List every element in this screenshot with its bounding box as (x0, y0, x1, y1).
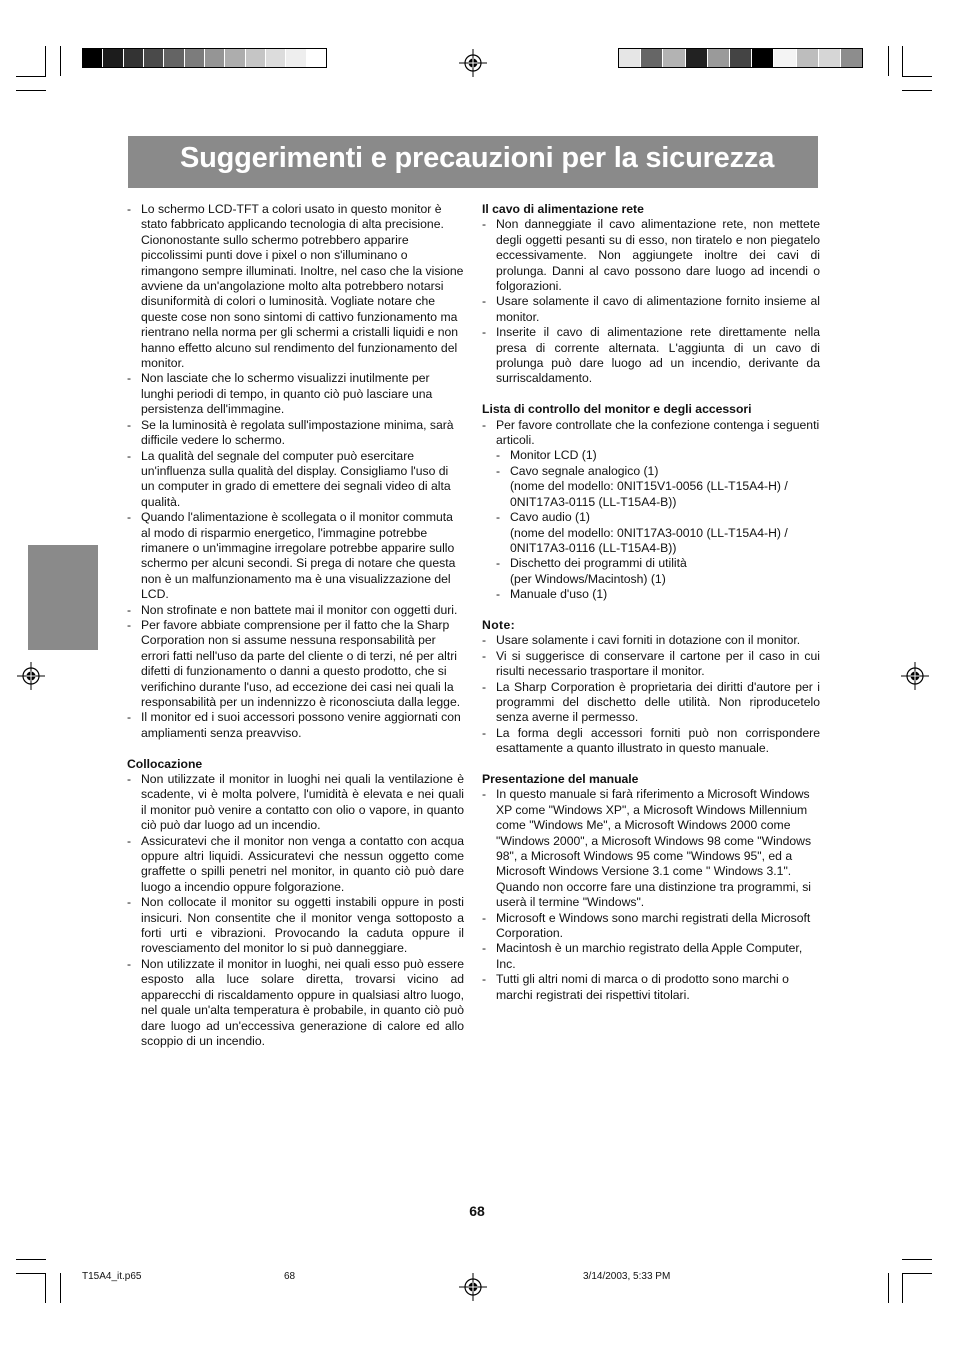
color-swatch (841, 49, 862, 67)
color-swatch (774, 49, 796, 67)
checklist-list (482, 418, 820, 603)
power-cable-list (482, 217, 820, 386)
right-column (482, 202, 820, 1003)
list-item: - Non utilizzate il monitor in luoghi, nei quali esso può essere esposto alla luce solare diretta, trovarsi vicino ad apparecchi di riscaldamento oppure in qualsiasi altro luogo, nel quale un'alta temperatura è probabile, in quanto ciò può dare luogo ad un'eccessiva generazione di calore ed allo scoppio di un incendio. (127, 957, 464, 1049)
placement-heading: Collocazione (127, 756, 203, 771)
list-item: - Usare solamente il cavo di alimentazione fornito insieme al monitor. (482, 294, 820, 325)
color-swatch (246, 49, 266, 67)
list-item: - Non lasciate che lo schermo visualizzi inutilmente per lunghi periodi di tempo, in quanto ciò può lasciare una persistenza dell'immagine. (127, 371, 464, 417)
color-swatch (752, 49, 774, 67)
color-swatch (663, 49, 685, 67)
checklist-heading: Lista di controllo del monitor e degli accessori (482, 402, 752, 417)
title-banner (128, 136, 818, 188)
list-item: - Microsoft e Windows sono marchi registrati della Microsoft Corporation. (482, 911, 820, 942)
color-swatch (819, 49, 841, 67)
color-swatch (641, 49, 663, 67)
section-side-tab (28, 545, 98, 650)
registration-mark-left-icon (17, 662, 45, 690)
checklist-item: - Cavo segnale analogico (1) (nome del modello: 0NIT15V1-0056 (LL-T15A4-H) / 0NIT17A3-0115 (LL-T15A4-B)) (496, 464, 820, 510)
footer-datetime: 3/14/2003, 5:33 PM (583, 1271, 671, 1282)
registration-mark-right-icon (901, 662, 929, 690)
color-swatch (205, 49, 225, 67)
list-item: - Assicuratevi che il monitor non venga a contatto con acqua oppure altri liquidi. Assicuratevi che nessun oggetto come graffette o spilli penetri nel monitor, in quanto ciò può dare luogo a incendio oppure folgorazione. (127, 834, 464, 896)
list-item: - Non strofinate e non battete mai il monitor con oggetti duri. (127, 603, 464, 618)
placement-list (127, 772, 464, 1049)
list-item: - Non collocate il monitor su oggetti instabili oppure in posti insicuri. Non consentite che il monitor venga sottoposto a forti urti e vibrazioni. Provocando la caduta oppure il rovesciamento del monitor lo si può danneggiare. (127, 895, 464, 957)
color-swatch (286, 49, 306, 67)
list-item: - Lo schermo LCD-TFT a colori usato in questo monitor è stato fabbricato applicando tecnologia di alta precisione. Ciononostante sullo schermo potrebbero apparire piccolissimi punti dove i pixel o non s'illuminano o rimangono sempre illuminati. Inoltre, nel caso che la visione avviene da un'angolazione molto alta potrebbero notarsi disuniformità di colori o luminosità. Vogliate notare che queste cose non sono sintomi di cattivo funzionamento ma rientrano nella norma per gli schermi a cristalli liquidi e non hanno effetto alcuno sul rendimento del funzionamento del monitor. (127, 202, 464, 371)
color-swatch (619, 49, 641, 67)
color-swatch (185, 49, 205, 67)
color-swatch (686, 49, 708, 67)
list-item: - Macintosh è un marchio registrato della Apple Computer, Inc. (482, 941, 820, 972)
list-item: - Per favore abbiate comprensione per il fatto che la Sharp Corporation non si assume nessuna responsabilità per errori fatti nell'uso da parte del cliente o di terzi, né per altri difetti di funzionamento o danni a questo prodotto, che si verifichino durante l'uso, ad eccezione dei casi nei quali la responsabilità per un indennizzo è riconosciuta dalla legge. (127, 618, 464, 710)
color-swatch (144, 49, 164, 67)
registration-mark-top-icon (459, 49, 487, 77)
color-swatch (103, 49, 123, 67)
checklist-intro: - Per favore controllate che la confezione contenga i seguenti articoli. - Monitor LCD (1) - Cavo segnale analogico (1) (nome del modello: 0NIT15V1-0056 (LL-T15A4-H) / 0NIT17A3-0115 (LL-T15A4-B)) - Cavo audio (1) (nome del modello: 0NIT17A3-0010 (LL-T15A4-H) / 0NIT17A3-0116 (LL-T15A4-B)) - Dischetto dei programmi di utilità (per Windows/Macintosh) (1) - Manuale d'uso (1) (482, 418, 820, 603)
registration-mark-bottom-icon (459, 1273, 487, 1301)
presentation-heading: Presentazione del manuale (482, 771, 639, 786)
list-item: - Quando l'alimentazione è scollegata o il monitor commuta al modo di risparmio energetico, l'immagine potrebbe rimanere o un'immagine irregolare potrebbe apparire sullo schermo per alcuni secondi. Si prega di notare che questa non è un malfunzionamento ma è una visualizzazione del LCD. (127, 510, 464, 602)
page-number: 68 (469, 1203, 485, 1219)
checklist-item: - Monitor LCD (1) (496, 448, 820, 463)
list-item: - Inserite il cavo di alimentazione rete direttamente nella presa di corrente alternata. L'aggiunta di un cavo di prolunga può dare luogo ad un incendio, derivante da surriscaldamento. (482, 325, 820, 387)
color-swatch (266, 49, 286, 67)
color-swatch (164, 49, 184, 67)
color-swatch (307, 49, 326, 67)
list-item: - Non utilizzate il monitor in luoghi nei quali la ventilazione è scadente, vi è molta polvere, l'umidità è elevata e nei quali il monitor può venire a contatto con olio o vapore, in quanto ciò può dar luogo ad un incendio. (127, 772, 464, 834)
list-item: - Usare solamente i cavi forniti in dotazione con il monitor. (482, 633, 820, 648)
color-swatch (730, 49, 752, 67)
color-swatch (124, 49, 144, 67)
power-cable-heading: Il cavo di alimentazione rete (482, 202, 644, 216)
notes-heading: Note: (482, 617, 516, 632)
color-swatch (225, 49, 245, 67)
left-column (127, 202, 464, 1049)
list-item: - Il monitor ed i suoi accessori possono venire aggiornati con ampliamenti senza preavviso. (127, 710, 464, 741)
list-item: - Tutti gli altri nomi di marca o di prodotto sono marchi o marchi registrati dei rispettivi titolari. (482, 972, 820, 1003)
color-swatch (797, 49, 819, 67)
checklist-item: - Dischetto dei programmi di utilità (per Windows/Macintosh) (1) (496, 556, 820, 587)
footer-filename: T15A4_it.p65 (82, 1271, 142, 1282)
notes-list (482, 633, 820, 756)
color-bar-left (82, 48, 327, 68)
color-swatch (708, 49, 730, 67)
list-item: - Se la luminosità è regolata sull'impostazione minima, sarà difficile vedere lo schermo. (127, 418, 464, 449)
color-swatch (83, 49, 103, 67)
intro-list (127, 202, 464, 741)
list-item: - La qualità del segnale del computer può esercitare un'influenza sulla qualità del display. Consigliamo l'uso di un computer in grado di emettere dei segnali video di alta qualità. (127, 449, 464, 511)
list-item: - Non danneggiate il cavo alimentazione rete, non mettete degli oggetti pesanti su di esso, non tiratelo e non piegatelo eccessivamente. Non aggiungete inoltre dei cavi di prolunga. Danni al cavo possono dare luogo ad incendi o folgorazioni. (482, 217, 820, 294)
list-item: - La forma degli accessori forniti può non corrispondere esattamente a quanto illustrato in questo manuale. (482, 726, 820, 757)
list-item: - Vi si suggerisce di conservare il cartone per il caso in cui risulti necessario trasportare il monitor. (482, 649, 820, 680)
footer-page: 68 (284, 1271, 296, 1282)
presentation-list (482, 787, 820, 1003)
page-title: Suggerimenti e precauzioni per la sicurezza (180, 142, 775, 174)
list-item: - La Sharp Corporation è proprietaria dei diritti d'autore per i programmi del dischetto delle utilità. Non riproducetelo senza averne il permesso. (482, 680, 820, 726)
checklist-sublist (496, 448, 820, 602)
checklist-item: - Manuale d'uso (1) (496, 587, 820, 602)
checklist-item: - Cavo audio (1) (nome del modello: 0NIT17A3-0010 (LL-T15A4-H) / 0NIT17A3-0116 (LL-T15A4-B)) (496, 510, 820, 556)
color-bar-right (618, 48, 863, 68)
list-item: - In questo manuale si farà riferimento a Microsoft Windows XP come "Windows XP", a Microsoft Windows Millennium come "Windows Me", a Microsoft Windows 2000 come "Windows 2000", a Microsoft Windows 98 come "Windows 98", a Microsoft Windows 95 come "Windows 95", ed a Microsoft Windows Versione 3.1 come " Windows 3.1". Quando non occorre fare una distinzione tra programmi, si userà il termine "Windows". (482, 787, 820, 910)
